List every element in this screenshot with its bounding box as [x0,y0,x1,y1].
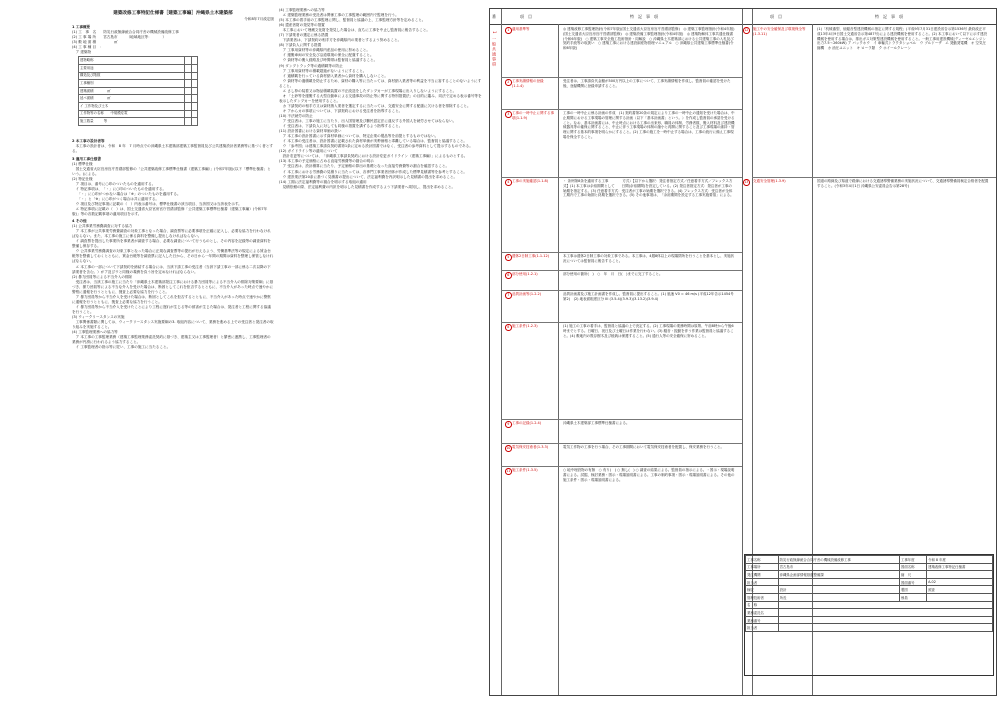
title-block-cell: 令和 8 年度 [927,556,993,564]
spec-table-cell: 工作物等の名称 中規模変電 [79,110,185,118]
spec-column-2 [279,8,484,668]
stamp-blank [927,593,993,601]
item-number [505,272,512,279]
spec-sheet [72,8,996,704]
spec-line: ウ 項目及び特記事項に記載の（ ）内表示番号は、標準仕様書の該当項目、当該図又は当該表を示す。 [72,201,242,206]
item-number [505,27,512,34]
spec-line: (3) 敷 地 面 積 ㎡ [72,40,118,45]
title-block-cell: 担当者 [746,578,779,586]
item-number [505,292,512,299]
spec-line: (4) 工事監理業務への協力等 [279,8,325,12]
spec-line: 国土交通省大臣官房官庁営繕部監修の「公共建築改修工事標準仕様書（建築工事編）」(令和7年版)(以下「標準仕様書」という。)による。 [72,166,271,176]
spec-line: エ 建築監理業務の受託者は関係工事の工事監理の範囲内で監理を行う。 [279,13,399,18]
section-overview [72,25,274,55]
title-block-right-label: 業務委託名 [746,609,779,617]
spec-line: 設計変更等については、「沖縄県工事請負契約における設計変更ガイドライン（建築工事編）」によるものとする。 [279,154,468,159]
item-number [505,445,512,452]
item-title: 施工条件(1.3.5) [512,468,538,472]
spec-table-blank [191,95,197,103]
header-content-2: 特 記 事 項 [875,14,903,19]
item-content: ○ 地中埋設物の有無 ○ 有り( ) ○ 無し( ) ○ 調査の結果による。監督員の指示による。・図示・現場説明書による。試掘、検討業務・図示・現場説明書による。工事の制約事項・図示・現場説明書による。その他の施工条件・図示・現場説明書による。 [563,468,735,482]
spec-line: 工事関係書類に関しては、ウィークリースタンス実施要綱の3. 取組内容について、業務を進める上での受注者と発注者の取り組みを実施すること。 [72,320,274,330]
title-block-cell: A-02 [927,578,993,586]
row-divider [501,270,742,271]
spec-line: イ 暴力団員等から不当介入を受けたことにより工程に遅れが生じる等の被害が生じた場合は、発注者と工程に関する協議を行うこと。 [72,304,271,314]
section-general [72,139,274,350]
spec-line: ウ 公共事業労務費調査の対象工事となった場合に正規な調査票等の提出が行えるよう、労働基準法等の規定による賃金台帳等を整備しておくとともに、賃金台帳等を調査票に記入した日から、その日から一年間の期間は資料を整理し保管しなければならない。 [72,249,274,264]
title-block-cell: 宮古島市 [778,563,899,571]
title-block-cell: 縮 尺 [899,571,926,579]
stamp-label: 管理技術者 [746,593,779,601]
spec-line: (1) 工 事 名 防災行政無線統合合同庁舎の機械設備改修工事 [72,30,179,35]
spec-line: ウ 建設業法第20条に基づく見積書の提出について、法定福利費を内訳明示した見積書の提出を求めること。 [279,174,458,179]
item-title: 工事実績情報の登録(1.1.4) [512,79,544,88]
row-divider [501,177,742,178]
spec-line: 4 その他 [72,219,87,224]
building-spec-table [78,56,198,137]
title-block-right-label: 担当者 [746,624,779,632]
item-title: 品質計画等(1.2.2) [512,292,542,296]
spec-table-blank [191,87,197,95]
title-block-cell: 図面番号 [899,578,926,586]
item-number [743,27,750,34]
spec-line: カ 下請契約の相手方又は資材納入業者を選定するに当たっては、交通安全に関する配慮に欠ける者を排除すること。 [279,103,471,108]
spec-line: 3 適用工事仕様書 [72,156,101,161]
item-number [505,468,512,475]
item-title: 施工条件(1.2.3) [512,324,538,328]
item-title: 施工中の安全確保及び環境保全等(1.3.11) [753,27,806,36]
item-content: (1)「机械番型、低騒音型建設機械の指定に関する規程」(平成9年7月31日建設省告示第1536号 最終改正平成13年4月9日国土交通省告示第487号)による建設機械を使用すること。(2) 本工事において以下に示す建設機械を使用する場合は、排出ガス対策型建設機械を使用すること。一般工事用建設機械(ディーゼルエンジン出力7.5〜260kW) ア バックホウ イ 車輪式トラクタショベル ウ ブルドーザ エ 発動発電機 オ 空気圧縮機 カ 油圧ユニット キ ローラ類 ク ホイールクレーン [817,27,988,50]
stamp-label: 係員 [899,593,926,601]
spec-line: イ 本工事の受注者は、設計図書に記載された資材単価が実勢価格と乖離している場合は、監督員と協議すること。 [279,139,468,144]
item-number [505,111,512,118]
item-number [505,421,512,428]
spec-table-blank [191,110,197,118]
spec-line: ア 本工事の工事監理業務（建築工事監理業務委託契約に基づき、建築主又は工事監理者）と緊密に連携し、工事監理者の業務が円滑に行われるよう協力すること。 [72,335,271,345]
spec-table-blank [191,118,197,126]
spec-line: (1) 標準仕様 [72,161,93,166]
spec-line: エ 特記事項に記載の（ ）は、国土交通省大臣官房官庁営繕部監修「公共建築工事標準仕様書（建築工事編）(令和7年版)」等の各数記載事項の適用項目を示す。 [72,206,268,217]
spec-column-1 [72,8,274,668]
spec-line: ア 工事用資材等の沖縄県内産品の使用に努めること。 [279,48,370,53]
row-divider [501,252,742,253]
spec-line: (7) 下請業者の選定に係る措置 [279,33,329,38]
stamp-label: 照査 [927,586,993,594]
header-item-2: 項 目 [770,14,782,19]
item-number-circle: 7 [505,292,512,299]
item-number-circle: 6 [505,272,512,279]
item-title: 工事の記録(1.2.4) [512,421,542,425]
title-block-right-blank [778,624,992,632]
document-title: 建築改修工事特記仕様書［建築工事編］沖縄県土木建築部 [113,11,233,16]
spec-line: (5) 本工事の着手前の工事監理に関し、監督員と協議の上、工事監理方針等を定めること。 [279,18,426,23]
stamp-label: 検収 [746,586,779,594]
title-block-cell [927,571,993,579]
item-content: (1) 施工の工事の着手は、監督員と協議の上で決定する。(2) 工事現場の業務時間は原則、午前8時から午後6時までとする。日曜日、祝日及び土曜日は作業を行わない。(3) 騒音・振動を伴う作業は監督員と協議すること。(4) 敷地内の既存樹木及び植栽は保護すること。(5) 通行人等の安全確保に努めること。 [563,324,734,338]
item-number-circle: 3 [505,111,512,118]
title-block-cell: 沖縄県企画部情報基盤整備課 [778,571,899,579]
spec-line: ア 項目は、番号に○印のついたものを適用する。 [72,181,156,186]
spec-line: 「・」と「※」に○印がつく場合は共に適用する。 [72,196,160,201]
item-number [505,179,512,186]
item-content: 沖縄県土木建築部工事標準仕様書による。 [563,421,630,425]
spec-table-cell: 建物略称 [79,57,185,65]
item-number-circle: 5 [505,254,512,261]
item-number-circle: 4 [505,179,512,186]
spec-line: エ さし枠の装着又は物品積載装置の不正改造をしたダンプカーが工事現場に出入りしないようにすること。 [279,88,457,93]
spec-line: 受注者は、当該工事の施工に当たり「沖縄県土木建築部発注工事における暴力団員等による不当介入の排除対策要綱」に基づき、暴力団員等による不当な介入を受けた場合は、断固としてこれを拒否するとともに、不当介入があった時点で速やかに警察に通報を行うとともに、捜査上必要な協力を行うこと。 [72,279,274,294]
row-divider [501,77,742,78]
spec-table-blank [191,72,197,80]
item-number [743,179,750,186]
item-number-circle: 10 [506,446,511,450]
item-title: 週休2日制工事(1.1.12) [512,254,550,258]
item-number-circle: 9 [505,421,512,428]
spec-table-blank [191,80,197,88]
header-content: 特 記 事 項 [630,14,658,19]
item-title: 交通安全管理(1.3.9) [753,179,786,183]
spec-line: エ 本工事の一部について下請契約を締結する場合には、当該下請工事の受注者（当該下請工事の一部に係る二次以降の下請業者を含む。）がア及びウと同様の義務を負う旨を定めなければならない。 [72,264,271,274]
spec-line: (14) 工期に法定福利費等の割合を明示する取組の適用 [279,179,367,184]
title-block-cell: 発注機関 [746,571,779,579]
spec-table-cell: 施工数量 等 [79,118,185,126]
spec-line: 2 本工事の設計者等 [72,139,105,144]
spec-line: ア 受注者は、工事の施工に当たり、出入国管理及び難民認定法に違反する外国人を就労させてはならない。 [279,119,457,124]
section-label: 1 一般共通事項 [492,31,498,67]
title-block-cell: 工事年度 [899,556,926,564]
spec-table-cell: 構造及び階数 [79,72,185,80]
spec-line: イ 調査票を提出した事業所を事業者が調査する場合、必要な調査について行うものとし、その内容を記録等の調査資料を整備し保存する。 [72,239,271,249]
row-divider [501,109,742,110]
spec-table-cell: 主要用途 [79,64,185,72]
spec-line: イ 運搬車両の安全及び沿道環境の保全に配慮すること。 [279,53,374,58]
spec-line: 「・」に○印がつかない場合は「※」のついたものを適用する。 [72,191,181,196]
title-block-right-blank [778,601,992,609]
item-number-circle: 1 [505,27,512,34]
spec-line: ア 本工事の設計図書に示す資材単価については、特定企業の製品等を前提とするものではない。 [279,134,439,139]
title-block-right-blank [778,609,992,617]
title-block-right-blank [778,616,992,624]
row-divider [501,290,742,291]
spec-line: ア 本工事が公共事業労務費調査の対象工事となった場合、調査票等に必要事項を正確に記入し、必要な協力を行わなければならない。また、本工事の施工に係る資料を整備し提出しなければならない。 [72,229,271,239]
spec-line: 見積依頼の際、法定福利費の内訳を明示した見積書を作成するよう下請業者へ周知し、提出を求めること。 [279,184,456,189]
spec-table-cell: 工事種別 [79,80,185,88]
spec-line: (2) 特記仕様 [72,176,93,181]
row-divider [501,322,742,323]
title-block-cell: 防災行政無線統合合同庁舎の機械設備改修工事 [778,556,899,564]
header-item: 項 目 [520,14,532,19]
item-content: 受注者は、工事請負代金額が500万円以上の工事について、工事実績情報を作成し、監督員の確認を受けた後、登録機関に登録申請すること。 [563,79,731,88]
spec-line: (12) ガイドライン等の適用について [279,149,338,154]
spec-line: 1 工事概要 [72,25,91,30]
spec-line: 下請業者は、下請契約の相手方を沖縄県内の業者とするよう努めること。 [279,38,402,43]
spec-line: (1) 公共事業労務費調査に対する協力 [72,224,133,229]
row-divider [501,443,742,444]
item-content: 品質計画書及び施工計画書を作成し、監督員に提出すること。(1) 風速 V0 = 46 m/s (平成12年告示1454号第2) (2) 地表面粗度区分 III (3.5.4)(3.9.3)(3.13.2)(3.9.4) [563,292,734,301]
spec-line: (6) 遺産者財の発見等の措置 [279,23,325,28]
spec-line: (10) 不法就労の防止 [279,113,313,118]
row-divider [501,466,742,467]
spec-line: (4) 工事監理業務への協力等 [72,330,118,335]
spec-line: (13) 本工事の予定価格に占める直接労務費等の割合の明示 [279,159,374,164]
spec-line: イ 本工事における労務費の見積りに当たっては、各専門工事業者団体が作成した標準見積書等を参考とすること。 [279,169,468,174]
spec-line: ウ 「参考図」は建築工事請負契約書第1条に定める設計図書ではなく、受注者の参考資料として提示するものである。 [279,144,473,149]
spec-line: ウ 資材等の過積載を防止するため、資材の購入等に当たっては、資材納入業者等の利益を不当に害することのないようにすること。 [279,78,482,88]
spec-line: (11) 設計図書における資材単価の扱い [279,129,342,134]
spec-line: イ 過積載を行っている資材納入業者から資材を購入しないこと。 [279,73,388,78]
spec-table-blank [191,64,197,72]
item-title: 工事の一時中止に関する事項(1.1.9) [512,111,554,120]
title-block-cell: 建築改修工事特記仕様書 [927,563,993,571]
spec-table-blank [191,57,197,65]
item-number-circle: 12 [744,28,749,32]
stamp-label: 製図 [899,586,926,594]
spec-line: 本工事の設計者は、令和 8 年 7 月時点での沖縄県土木建築部建築工事監督員及び公共建築設計者業務等に基づく者とする。 [72,144,273,154]
header-no: 番 [492,14,496,19]
item-content: 電気工作物の工事を行う場合、その工事期間において電気保安技術者を配置し、保安業務を行うこと。 [563,445,724,449]
spec-line: キ アからカの事項については、下請契約における受注者を指導すること。 [279,108,403,113]
title-block [744,554,994,676]
row-divider [752,177,996,178]
spec-line: イ 受注者は、下請負人に対しても同様の措置を講ずるよう指導すること。 [279,124,403,129]
spec-line: (3) ウィークリースタンスの実施 [72,314,125,319]
spec-line: ア 受注者は、設計積算に当たり、予定価格の算出の基礎となった直接労務費等の割合を確認すること。 [279,164,450,169]
item-content: ◎ 建築改修工事監理指針(令和7年版)(国土交通省大臣官房官庁営繕部監修) ◎ 建築工事監理指針(令和4年版)(国土交通省大臣官房官庁営繕部監修) ◎ 建築設備工事監理指針(令和4年版) ◎ 建築物解体工事共通仕様書(令和6年版) ○ 建築工事安全施工技術指針・同解説 ○ 沖縄県土木建築部における公共建築工事の入札及び契約手続等の取扱い ○ 建築工事における建設副産物管理マニュアル ○ 沖縄県公共建築工事標準仕様書(令和6年版) [563,27,735,50]
item-content: 本工事は週休2日制工事の対象工事である。本工事は、4週8休以上の現場閉所を行うことを基本とし、実施状況については監督員に報告すること。 [563,254,735,263]
item-number-circle: 8 [505,324,512,331]
section-cooperation [279,8,484,190]
spec-line: ウ 資材等の搬入経路及び時間帯は監督員と協議すること。 [279,58,378,63]
item-number-circle: 11 [506,469,511,473]
title-block-cell: 工事場所 [746,563,779,571]
item-number-circle: 13 [744,180,749,184]
item-number-circle: 2 [505,79,512,86]
item-content: 工事の一時中止に係る計画の作成 (1) 契約書第20条の規定により工事の一時中止の通知を受けた場合は、中止期間における工事現場の管理に関する計画（以下「基本計画書」という。）を作成し監督員の承諾を受けること。なお、基本計画書には、中止時点における工事の出来形、職員の体制、労務者数、搬入材料及び建設機械器具等の確保に関すること、中止に伴う工事現場の体制の縮小と再開に関すること及び工事現場の維持・管理に関する基本的事項を明らかにすること。(2) 工事の施工を一時中止する場合は、工事の続行に備え工事現場を保全すること。 [563,111,735,139]
revision-date: 令和8年7月改定版 [244,17,274,22]
spec-line: (2) 工 事 場 所 宮古島市 （地域地区等： ） [72,35,167,40]
spec-table-cell: 延べ面積 ㎡ [79,95,185,103]
item-number [505,254,512,261]
item-title: 部分使用(1.2.1) [512,272,538,276]
title-block-right-label: 業務番号 [746,616,779,624]
spec-line: イ 工事監理者の指示等に従い、工事の施工に当たること。 [72,345,171,350]
stamp-label: 設計 [778,586,899,594]
title-block-cell: 図面名称 [899,563,926,571]
item-content: ・ 条例第8条を適用する工事 方式）【以下から選択：発注者指定方式／任意着手方式／フレックス方式】(1) 本工事は余裕期間として 日間(余裕期間)を設定している。(2) 発注者指定方式：発注者が工事の始期を指定する。(3) 任意着手方式：受注者が工事の始期を選択できる。(4) フレックス方式：受注者が全体工期内で工事の始期と終期を選択できる。(5) その他事項は、「余裕期間を設定する工事実施要領」による。 [563,179,734,198]
item-title: 適用基準等 [512,27,530,31]
spec-line: 本工事において埋蔵文化財を発見した場合は、直ちに工事を中止し監督員に報告すること。 [279,28,430,33]
item-content: 部分使用の箇所( ) ○ 年 月 日( )までに完了すること。 [563,272,663,276]
spec-table-cell: 建築面積 ㎡ [79,87,185,95]
item-title: 電気保安技術者(1.3.3) [512,445,549,449]
spec-line: ア 暴力団員等から不当介入を受けた場合は、断固としてこれを拒否するとともに、不当介入があった時点で速やかに警察に通報を行うとともに、捜査上必要な協力を行うこと。 [72,294,271,304]
title-block-cell [778,578,899,586]
spec-table-cell: イ 工作物及び土木 [79,102,185,110]
spec-line: (8) 下請負人に関する措置 [279,43,322,48]
spec-line: オ 「土砂等を運搬する大型自動車による交通事故の防止等に関する特別措置法」の目的に鑑み、同法で定める表示番号等を表示したダンプカーを使用すること。 [279,93,482,103]
spec-line: (9) ダンプトラック等の過積載等の防止 [279,63,343,68]
spec-line: (2) 暴力団員等による不当介入の排除 [72,274,133,279]
stamp-label: 所長 [778,593,899,601]
row-divider [501,419,742,420]
item-title: 工事の実施確認(1.1.8) [512,179,549,183]
spec-line: (4) 工 事 種 目 ： [72,45,104,50]
title-block-right-label: 名 称 [746,601,779,609]
spec-line: イ 特記事項は、「・」に○印のついたものを適用する。 [72,186,167,191]
item-content: 国道の路線及び県道で路線における交通誘導警備業務の実施状況について、交通誘導警備員検定合格者を配置すること。(令和3年4月1日 沖縄県公安委員会告示第28号) [817,179,989,188]
item-table-header [490,9,996,25]
spec-line: ア 工事用資材等の積載超過がないようにすること。 [279,68,367,73]
item-number [505,79,512,86]
spec-line: ア 建築物 [72,50,92,55]
item-number [505,324,512,331]
spec-table-blank [191,102,197,110]
title-block-cell: 工事名称 [746,556,779,564]
